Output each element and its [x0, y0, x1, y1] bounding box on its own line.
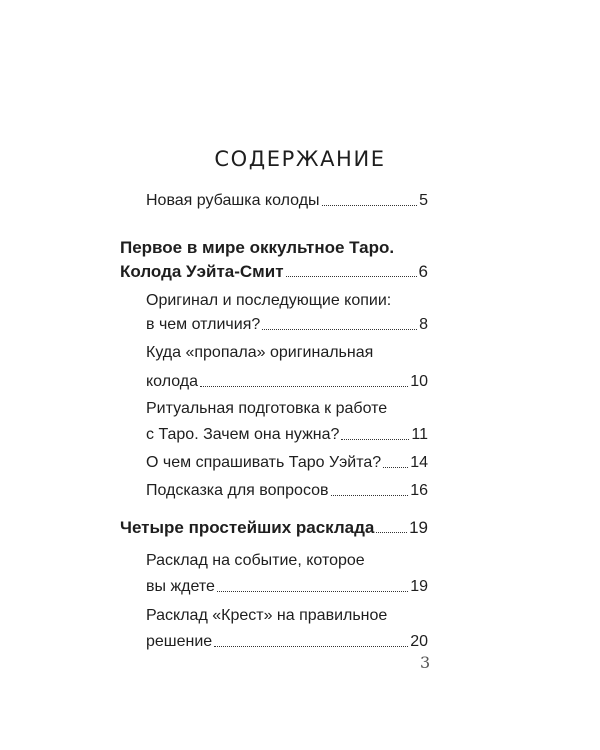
toc-entry-text: вы ждете — [146, 578, 215, 595]
toc-row — [146, 424, 428, 445]
toc-section[interactable] — [120, 237, 428, 282]
leader-dots — [383, 463, 408, 468]
toc-entry-text: Четыре простейших расклада — [120, 518, 375, 537]
toc-page-number: 6 — [418, 262, 428, 281]
toc-row — [146, 190, 428, 211]
toc-entry-text: Новая рубашка колоды — [146, 192, 320, 209]
toc-entry-text: Подсказка для вопросов — [146, 482, 329, 499]
leader-dots — [217, 587, 408, 592]
toc-entry-line: Расклад на событие, которое — [146, 552, 365, 569]
toc-entry-line: Куда «пропала» оригинальная — [146, 344, 374, 361]
toc-title: СОДЕРЖАНИЕ — [214, 147, 386, 171]
toc-row — [146, 576, 428, 597]
toc-page-number: 14 — [410, 454, 428, 471]
toc-entry-text: решение — [146, 633, 213, 650]
toc-entry[interactable] — [146, 452, 428, 473]
toc-entry[interactable] — [146, 398, 428, 445]
toc-page-number: 10 — [410, 373, 428, 390]
toc-entry[interactable] — [146, 550, 428, 597]
toc-page-number: 16 — [410, 482, 428, 499]
toc-page-number: 5 — [419, 192, 428, 209]
leader-dots — [322, 201, 418, 206]
leader-dots — [214, 642, 408, 647]
toc-row — [146, 452, 428, 473]
toc-entry-line: Оригинал и последующие копии: — [146, 292, 392, 309]
leader-dots — [341, 435, 409, 440]
leader-dots — [262, 325, 417, 330]
toc-entry[interactable] — [146, 605, 428, 652]
toc-entry-line: Первое в мире оккультное Таро. — [120, 238, 395, 257]
toc-page-number: 19 — [410, 578, 428, 595]
toc-entry-line: Ритуальная подготовка к работе — [146, 400, 388, 417]
toc-page-number: 8 — [419, 316, 428, 333]
leader-dots — [200, 382, 408, 387]
toc-entry[interactable] — [146, 290, 428, 335]
toc-row — [146, 480, 428, 501]
toc-row — [146, 314, 428, 335]
toc-entry-text: в чем отличия? — [146, 316, 261, 333]
toc-row — [146, 631, 428, 652]
toc-entry[interactable] — [146, 480, 428, 501]
toc-entry-text: Колода Уэйта-Смит — [120, 262, 284, 281]
toc-entry-text: колода — [146, 373, 199, 390]
toc-page-number: 11 — [411, 426, 428, 443]
toc-row — [120, 517, 428, 538]
toc-entry[interactable] — [146, 342, 428, 392]
leader-dots — [331, 491, 409, 496]
toc-section[interactable] — [120, 517, 428, 538]
toc-entry-text: с Таро. Зачем она нужна? — [146, 426, 340, 443]
toc-row — [120, 261, 428, 282]
leader-dots — [286, 272, 417, 277]
folio-page-number: 3 — [420, 653, 431, 672]
toc-entry-text: О чем спрашивать Таро Уэйта? — [146, 454, 382, 471]
toc-page-number: 20 — [410, 633, 428, 650]
toc-entry[interactable] — [146, 190, 428, 211]
leader-dots — [376, 528, 407, 533]
toc-page-number: 19 — [409, 518, 428, 537]
toc-row — [146, 371, 428, 392]
toc-entry-line: Расклад «Крест» на правильное — [146, 607, 388, 624]
